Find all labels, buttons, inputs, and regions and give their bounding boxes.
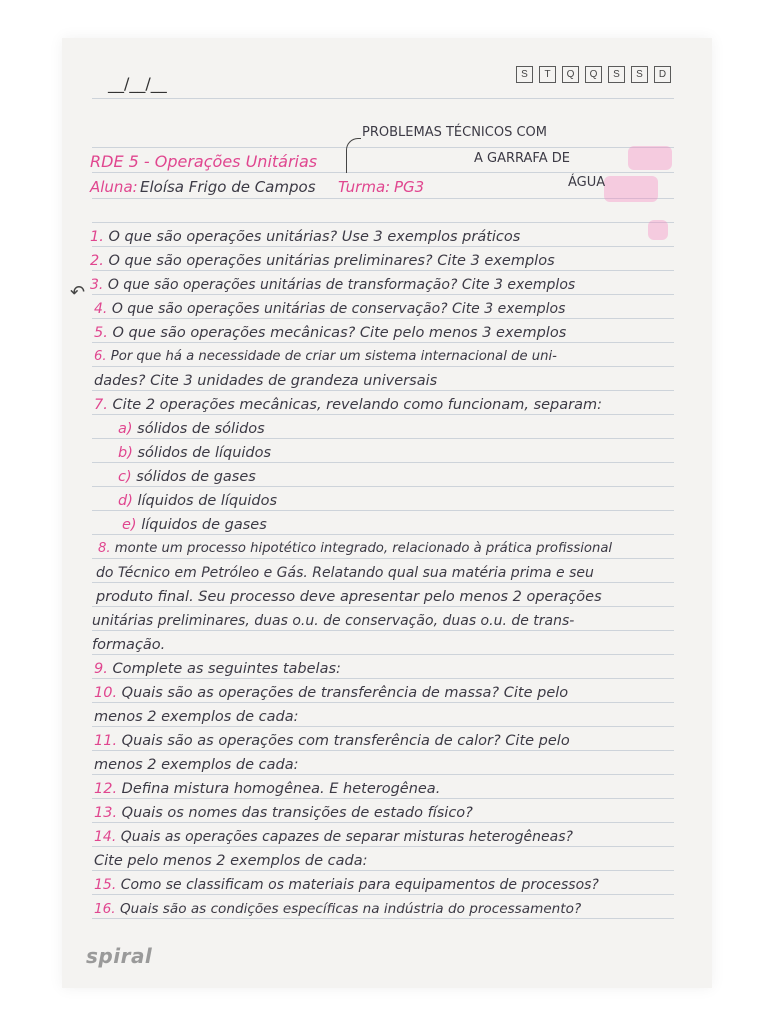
question-number: 16. — [94, 901, 116, 917]
ruled-line — [92, 654, 674, 655]
question-text: O que são operações unitárias preliminares? Cite 3 exemplos — [108, 253, 555, 269]
class-value: PG3 — [394, 178, 425, 196]
question-line — [92, 636, 165, 654]
ruled-line — [92, 894, 674, 895]
question-line — [94, 756, 299, 774]
question-line — [118, 468, 256, 486]
question-line — [94, 900, 581, 918]
question-number: 7. — [94, 397, 108, 413]
question-number: 14. — [94, 829, 117, 845]
question-line — [94, 660, 341, 678]
question-text: O que são operações mecânicas? Cite pelo menos 3 exemplos — [112, 325, 567, 341]
question-line — [90, 228, 520, 246]
question-line — [94, 804, 473, 822]
ruled-line — [92, 98, 674, 99]
question-text: Quais as operações capazes de separar misturas heterogêneas? — [120, 829, 573, 845]
question-line — [94, 684, 568, 702]
ruled-line — [92, 582, 674, 583]
question-line — [94, 780, 440, 798]
question-line — [92, 612, 574, 630]
question-line — [122, 516, 267, 534]
question-line — [96, 564, 594, 582]
question-number: e) — [122, 517, 137, 533]
weekday-boxes — [516, 66, 671, 83]
ruled-line — [92, 342, 674, 343]
student-name: Eloísa Frigo de Campos — [140, 178, 316, 196]
question-text: O que são operações unitárias de conservação? Cite 3 exemplos — [111, 301, 566, 317]
question-text: Complete as seguintes tabelas: — [112, 661, 341, 677]
question-text: dades? Cite 3 unidades de grandeza universais — [94, 373, 438, 389]
side-note-line: ÁGUA — [568, 175, 606, 190]
question-line — [118, 492, 277, 510]
weekday-box: S — [608, 66, 625, 83]
ruled-line — [92, 510, 674, 511]
question-number: 12. — [94, 781, 118, 797]
question-number: 8. — [98, 541, 111, 556]
question-text: Como se classificam os materiais para equipamentos de processos? — [120, 877, 599, 893]
question-text: menos 2 exemplos de cada: — [94, 709, 299, 725]
question-number: 15. — [94, 877, 117, 893]
ruled-line — [92, 366, 674, 367]
ruled-line — [92, 318, 674, 319]
question-line — [118, 444, 271, 462]
ruled-line — [92, 462, 674, 463]
ruled-line — [92, 630, 674, 631]
ruled-line — [92, 774, 674, 775]
question-line — [94, 300, 565, 318]
question-text: monte um processo hipotético integrado, relacionado à prática profissional — [114, 541, 613, 556]
class-label: Turma: — [338, 178, 391, 196]
question-number: 11. — [94, 733, 118, 749]
question-text: Cite pelo menos 2 exemplos de cada: — [94, 853, 368, 869]
question-line — [98, 540, 612, 558]
ruled-line — [92, 606, 674, 607]
side-note-line: A GARRAFA DE — [474, 151, 570, 166]
question-number: 13. — [94, 805, 118, 821]
question-number: 2. — [90, 253, 104, 269]
question-text: formação. — [92, 637, 166, 653]
question-number: a) — [118, 421, 133, 437]
question-text: menos 2 exemplos de cada: — [94, 757, 299, 773]
ruled-line — [92, 750, 674, 751]
question-text: sólidos de gases — [136, 469, 256, 485]
question-line — [90, 252, 555, 270]
question-line — [94, 876, 599, 894]
question-line — [94, 732, 570, 750]
ruled-line — [92, 486, 674, 487]
question-text: O que são operações unitárias? Use 3 exemplos práticos — [108, 229, 521, 245]
highlighter-mark — [628, 146, 672, 170]
highlighter-mark — [648, 220, 668, 240]
question-line — [94, 372, 437, 390]
ruled-line — [92, 438, 674, 439]
note-bracket — [346, 138, 361, 173]
ruled-line — [92, 222, 674, 223]
swap-arrow-icon: ↶ — [70, 282, 86, 303]
ruled-line — [92, 870, 674, 871]
question-number: b) — [118, 445, 133, 461]
question-text: Por que há a necessidade de criar um sistema internacional de uni- — [110, 349, 557, 364]
question-line — [118, 420, 265, 438]
ruled-line — [92, 702, 674, 703]
question-text: líquidos de líquidos — [137, 493, 278, 509]
student-label: Aluna: — [90, 178, 138, 196]
ruled-line — [92, 558, 674, 559]
question-number: 6. — [94, 349, 107, 364]
question-line — [90, 276, 575, 294]
question-text: Cite 2 operações mecânicas, revelando como funcionam, separam: — [112, 397, 602, 413]
weekday-box: Q — [562, 66, 579, 83]
highlighter-mark — [604, 176, 658, 202]
question-text: Quais os nomes das transições de estado físico? — [121, 805, 473, 821]
ruled-line — [92, 198, 674, 199]
weekday-box: Q — [585, 66, 602, 83]
ruled-line — [92, 246, 674, 247]
question-line — [94, 324, 566, 342]
weekday-box: S — [516, 66, 533, 83]
ruled-line — [92, 270, 674, 271]
question-text: Quais são as operações com transferência de calor? Cite pelo — [121, 733, 570, 749]
question-number: 5. — [94, 325, 108, 341]
question-text: do Técnico em Petróleo e Gás. Relatando qual sua matéria prima e seu — [96, 565, 594, 581]
ruled-line — [92, 147, 674, 148]
question-text: sólidos de sólidos — [137, 421, 265, 437]
question-number: c) — [118, 469, 132, 485]
ruled-line — [92, 846, 674, 847]
spiral-logo: spiral — [86, 944, 153, 968]
question-number: 10. — [94, 685, 118, 701]
ruled-line — [92, 390, 674, 391]
question-text: Quais são as operações de transferência de massa? Cite pelo — [121, 685, 569, 701]
weekday-box: S — [631, 66, 648, 83]
question-text: Quais são as condições específicas na indústria do processamento? — [119, 901, 582, 917]
question-number: d) — [118, 493, 133, 509]
question-text: líquidos de gases — [141, 517, 267, 533]
ruled-line — [92, 534, 674, 535]
ruled-line — [92, 414, 674, 415]
question-text: unitárias preliminares, duas o.u. de conservação, duas o.u. de trans- — [92, 613, 575, 629]
date-field: __/__/__ — [108, 74, 167, 93]
ruled-line — [92, 172, 674, 173]
question-line — [94, 828, 573, 846]
ruled-line — [92, 918, 674, 919]
weekday-box: T — [539, 66, 556, 83]
question-line — [94, 708, 299, 726]
question-number: 9. — [94, 661, 108, 677]
ruled-line — [92, 798, 674, 799]
question-line — [94, 396, 602, 414]
question-text: O que são operações unitárias de transformação? Cite 3 exemplos — [107, 277, 576, 293]
question-text: sólidos de líquidos — [137, 445, 272, 461]
ruled-line — [92, 726, 674, 727]
question-number: 4. — [94, 301, 108, 317]
question-text: Defina mistura homogênea. E heterogênea. — [121, 781, 441, 797]
weekday-box: D — [654, 66, 671, 83]
question-line — [94, 852, 368, 870]
page-title: RDE 5 - Operações Unitárias — [90, 152, 318, 171]
question-line — [94, 348, 557, 366]
side-note-line: PROBLEMAS TÉCNICOS COM — [362, 125, 547, 140]
ruled-line — [92, 678, 674, 679]
question-number: 3. — [90, 277, 104, 293]
question-number: 1. — [90, 229, 104, 245]
ruled-line — [92, 294, 674, 295]
question-text: produto final. Seu processo deve apresentar pelo menos 2 operações — [96, 589, 602, 605]
ruled-line — [92, 822, 674, 823]
question-line — [96, 588, 602, 606]
